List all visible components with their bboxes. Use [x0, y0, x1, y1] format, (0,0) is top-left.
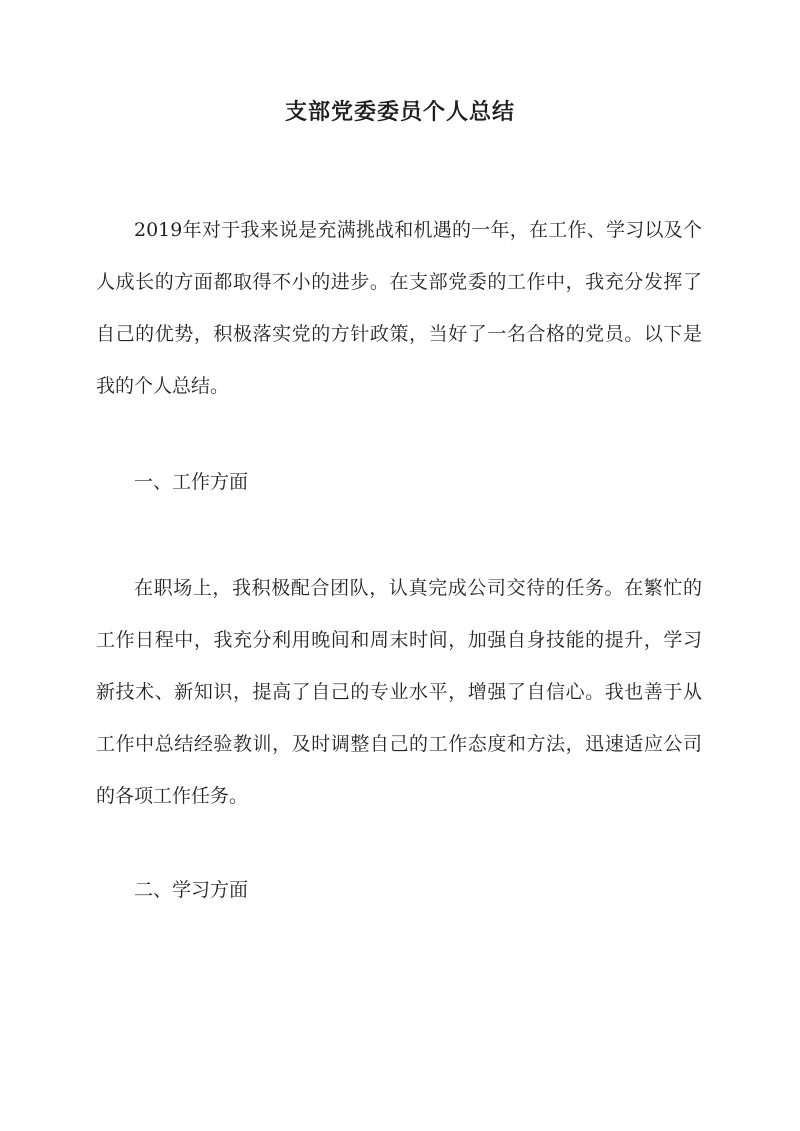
intro-paragraph: 2019年对于我来说是充满挑战和机遇的一年，在工作、学习以及个人成长的方面都取得不小的进步。在支部党委的工作中，我充分发挥了自己的优势，积极落实党的方针政策，当好了一名合格的党员。以下是我的个人总结。	[96, 219, 702, 397]
work-paragraph: 在职场上，我积极配合团队，认真完成公司交待的任务。在繁忙的工作日程中，我充分利用晚间和周末时间，加强自身技能的提升，学习新技术、新知识，提高了自己的专业水平，增强了自信心。我也善于从工作中总结经验教训，及时调整自己的工作态度和方法，迅速适应公司的各项工作任务。	[96, 577, 702, 807]
section-heading-work: 一、工作方面	[134, 471, 249, 493]
section-heading-study: 二、学习方面	[134, 879, 249, 901]
document-title: 支部党委委员个人总结	[284, 99, 515, 125]
